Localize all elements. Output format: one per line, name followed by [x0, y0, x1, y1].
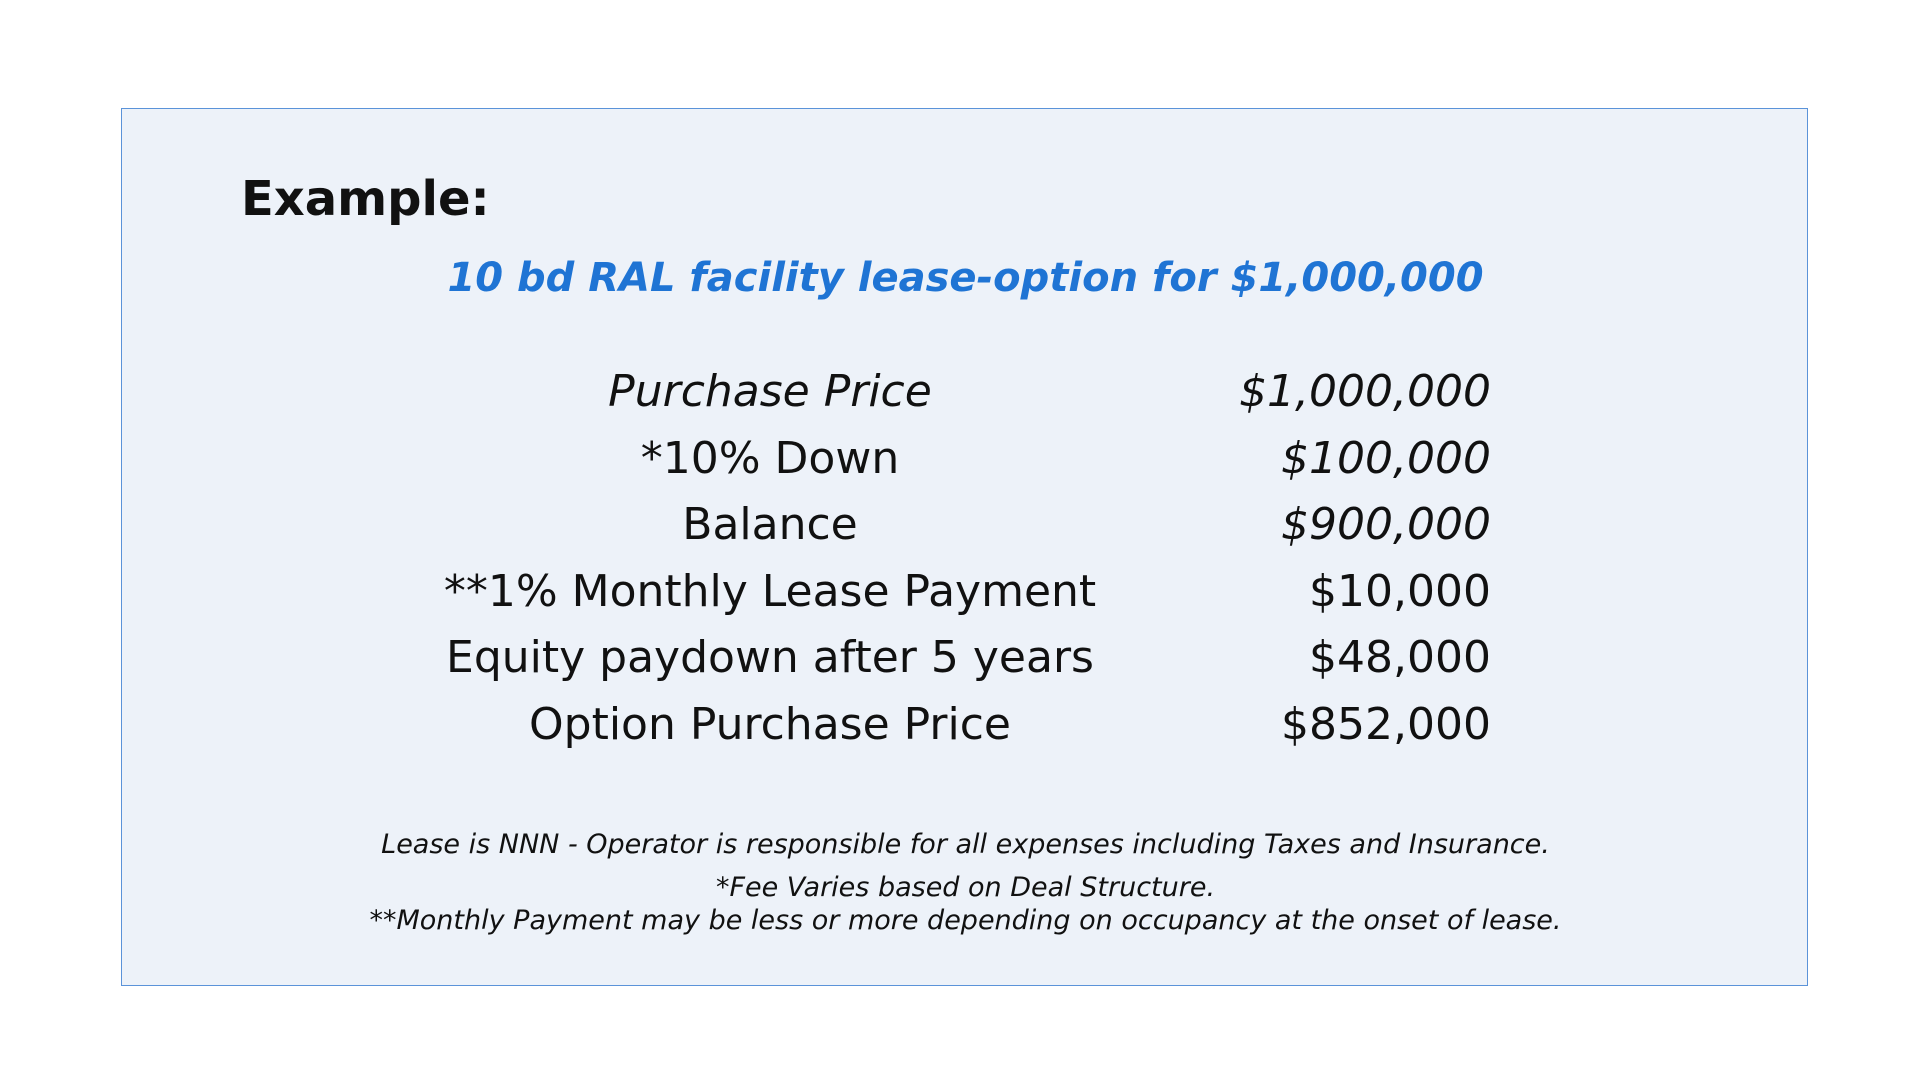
row-value: $10,000 [1309, 565, 1491, 617]
row-purchase-price [122, 359, 1809, 426]
row-value: $48,000 [1309, 632, 1491, 683]
row-label: Balance [682, 499, 858, 550]
row-value: $100,000 [1281, 432, 1491, 484]
footnotes [122, 829, 1809, 936]
row-label: *10% Down [640, 432, 900, 484]
footnote-nnn-lease: Lease is NNN - Operator is responsible for all expenses including Taxes and Insurance. [381, 829, 1550, 860]
deal-breakdown [122, 359, 1809, 758]
footnote-fee-varies: *Fee Varies based on Deal Structure. [715, 872, 1216, 903]
row-equity-paydown [122, 625, 1809, 692]
row-monthly-lease-payment [122, 559, 1809, 626]
row-label: Option Purchase Price [529, 698, 1011, 750]
row-value: $852,000 [1281, 698, 1491, 750]
example-panel [121, 108, 1808, 986]
footnote-monthly-payment: **Monthly Payment may be less or more depending on occupancy at the onset of lease. [369, 905, 1562, 936]
deal-subtitle: 10 bd RAL facility lease-option for $1,000,000 [447, 255, 1484, 301]
row-balance [122, 492, 1809, 559]
row-label: Purchase Price [608, 366, 932, 417]
row-down-payment [122, 426, 1809, 493]
row-label: **1% Monthly Lease Payment [443, 565, 1097, 617]
example-heading: Example: [241, 171, 490, 227]
row-label: Equity paydown after 5 years [446, 632, 1094, 683]
row-value: $900,000 [1281, 499, 1491, 550]
row-value: $1,000,000 [1239, 366, 1491, 417]
row-option-purchase-price [122, 692, 1809, 759]
